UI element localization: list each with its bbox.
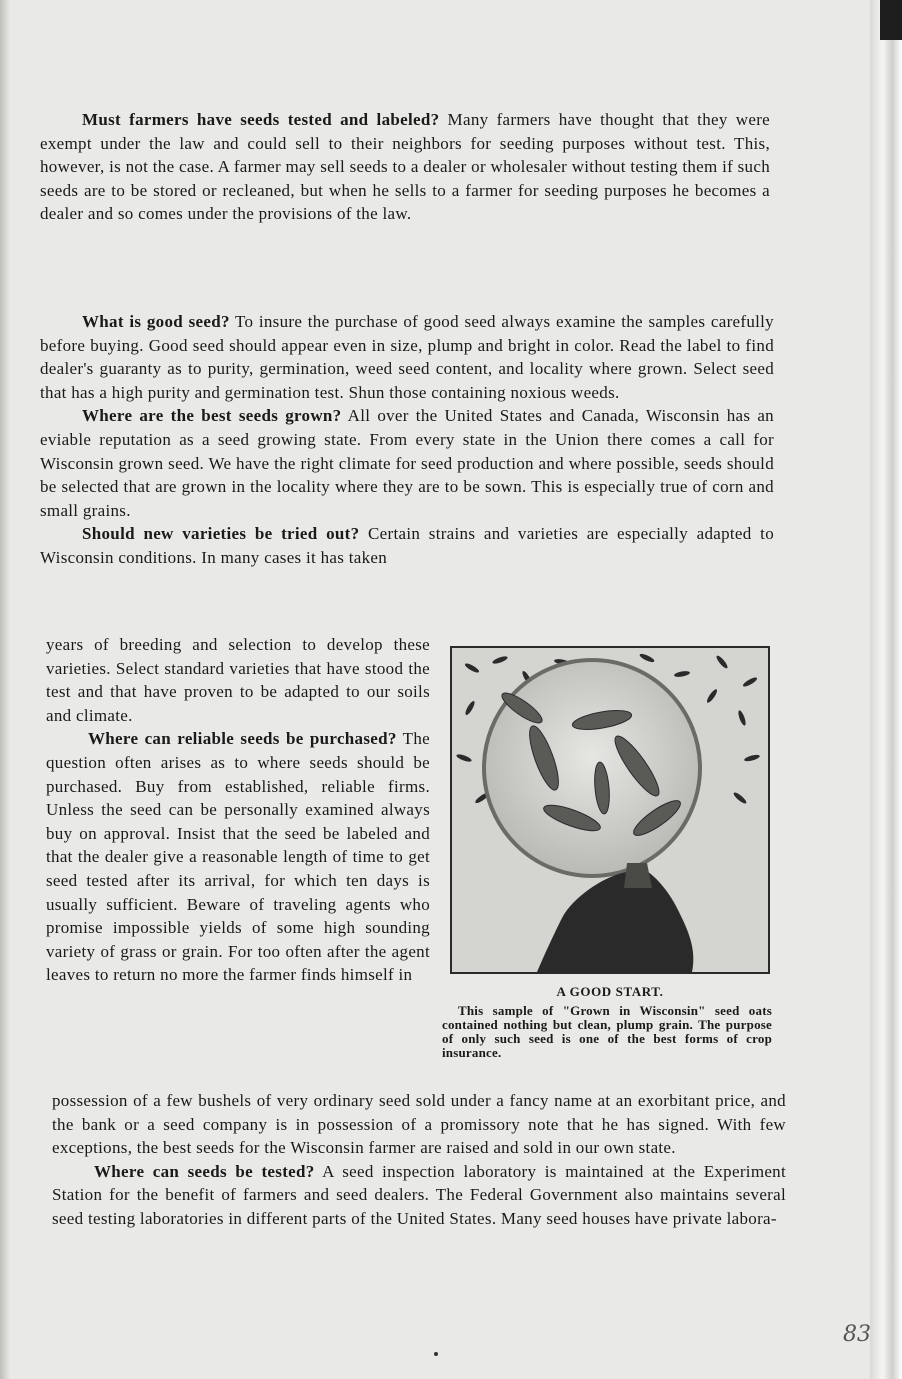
- heading-best-seeds: Where are the best seeds grown?: [82, 406, 342, 426]
- figure-caption-body: [442, 1004, 772, 1060]
- body-seed-testing: A seed inspection laboratory is maintained at the Experiment Station for the benefit of farmers and seed dealers. The Federal Government also maintains several seed testing laboratories in different parts of the United States. Many seed houses have private labora-: [52, 1161, 787, 1228]
- paragraph-group-good-seed: [40, 310, 774, 570]
- body-reliable-seeds-cont: possession of a few bushels of very ordinary seed sold under a fancy name at an exorbitant price, and the bank or a seed company is in possession of a promissory note that he has signed. With few exceptions, the best seeds for the Wisconsin farmer are raised and sold in our own state.: [52, 1091, 786, 1158]
- paragraph-best-seeds: [40, 404, 774, 522]
- magnifier-seeds-illustration: [452, 648, 768, 972]
- paragraph-group-bottom: [52, 1089, 786, 1231]
- paragraph-new-varieties: [40, 522, 774, 569]
- photo-magnifier-oats: [450, 646, 770, 974]
- page-right-edge: [870, 0, 902, 1379]
- body-new-varieties: Certain strains and varieties are especially adapted to Wisconsin conditions. In many cases it has taken: [40, 524, 774, 567]
- column-left: [46, 633, 430, 987]
- body-seed-labeling: Many farmers have thought that they were exempt under the law and could sell to their neighbors for seeding purposes without test. This, however, is not the case. A farmer may sell seeds to a dealer or wholesaler without testing them if such seeds are to be stored or recleaned, but when he sells to a farmer for seeding purposes he becomes a dealer and so comes under the provisions of the law.: [40, 110, 771, 224]
- heading-good-seed: What is good seed?: [82, 312, 230, 331]
- heading-reliable-seeds: Where can reliable seeds be purchased?: [88, 729, 397, 749]
- print-speck: [434, 1352, 438, 1356]
- binding-shadow: [880, 0, 902, 40]
- body-new-varieties-cont: years of breeding and selection to develop these varieties. Select standard varieties that have stood the test and that have proven to be adapted to our soils and climate.: [46, 635, 430, 725]
- paragraph-seed-labeling: [40, 108, 770, 226]
- body-best-seeds: All over the United States and Canada, Wisconsin has an eviable reputation as a seed growing state. From every state in the Union there comes a call for Wisconsin grown seed. We have the right climate for seed production and where possible, seeds should be selected that are grown in the locality where they are to be sown. This is especially true of corn and small grains.: [40, 406, 774, 520]
- figure-caption-title: A GOOD START.: [556, 984, 664, 999]
- heading-seed-labeling: Must farmers have seeds tested and labeled?: [82, 110, 440, 129]
- page-number: 83: [843, 1322, 871, 1347]
- page-left-edge: [0, 0, 10, 1379]
- paragraph-good-seed: [40, 310, 774, 404]
- body-reliable-seeds: The question often arises as to where seeds should be purchased. Buy from established, reliable firms. Unless the seed can be personally examined always buy on approval. Insist that the seed be labeled and that the dealer give a reasonable length of time to get seed tested after its arrival, for which ten days is usually sufficient. Beware of traveling agents who promise impossible yields of some high sounding variety of grass or grain. For too often after the agent leaves to return no more the farmer finds himself in: [46, 729, 430, 985]
- figure-caption-text: This sample of "Grown in Wisconsin" seed oats contained nothing but clean, plump grain. The purpose of only such seed is one of the best forms of crop insurance.: [442, 1003, 772, 1060]
- heading-new-varieties: Should new varieties be tried out?: [82, 524, 360, 544]
- heading-seed-testing: Where can seeds be tested?: [94, 1161, 315, 1181]
- body-good-seed: To insure the purchase of good seed always examine the samples carefully before buying. Good seed should appear even in size, plump and bright in color. Read the label to find dealer's guaranty as to purity, germination, weed seed content, and locality where grown. Select seed that has a high purity and germination test. Shun those containing noxious weeds.: [40, 312, 774, 402]
- paragraph-reliable-seeds: [46, 727, 430, 987]
- paragraph-seed-testing: [52, 1160, 786, 1231]
